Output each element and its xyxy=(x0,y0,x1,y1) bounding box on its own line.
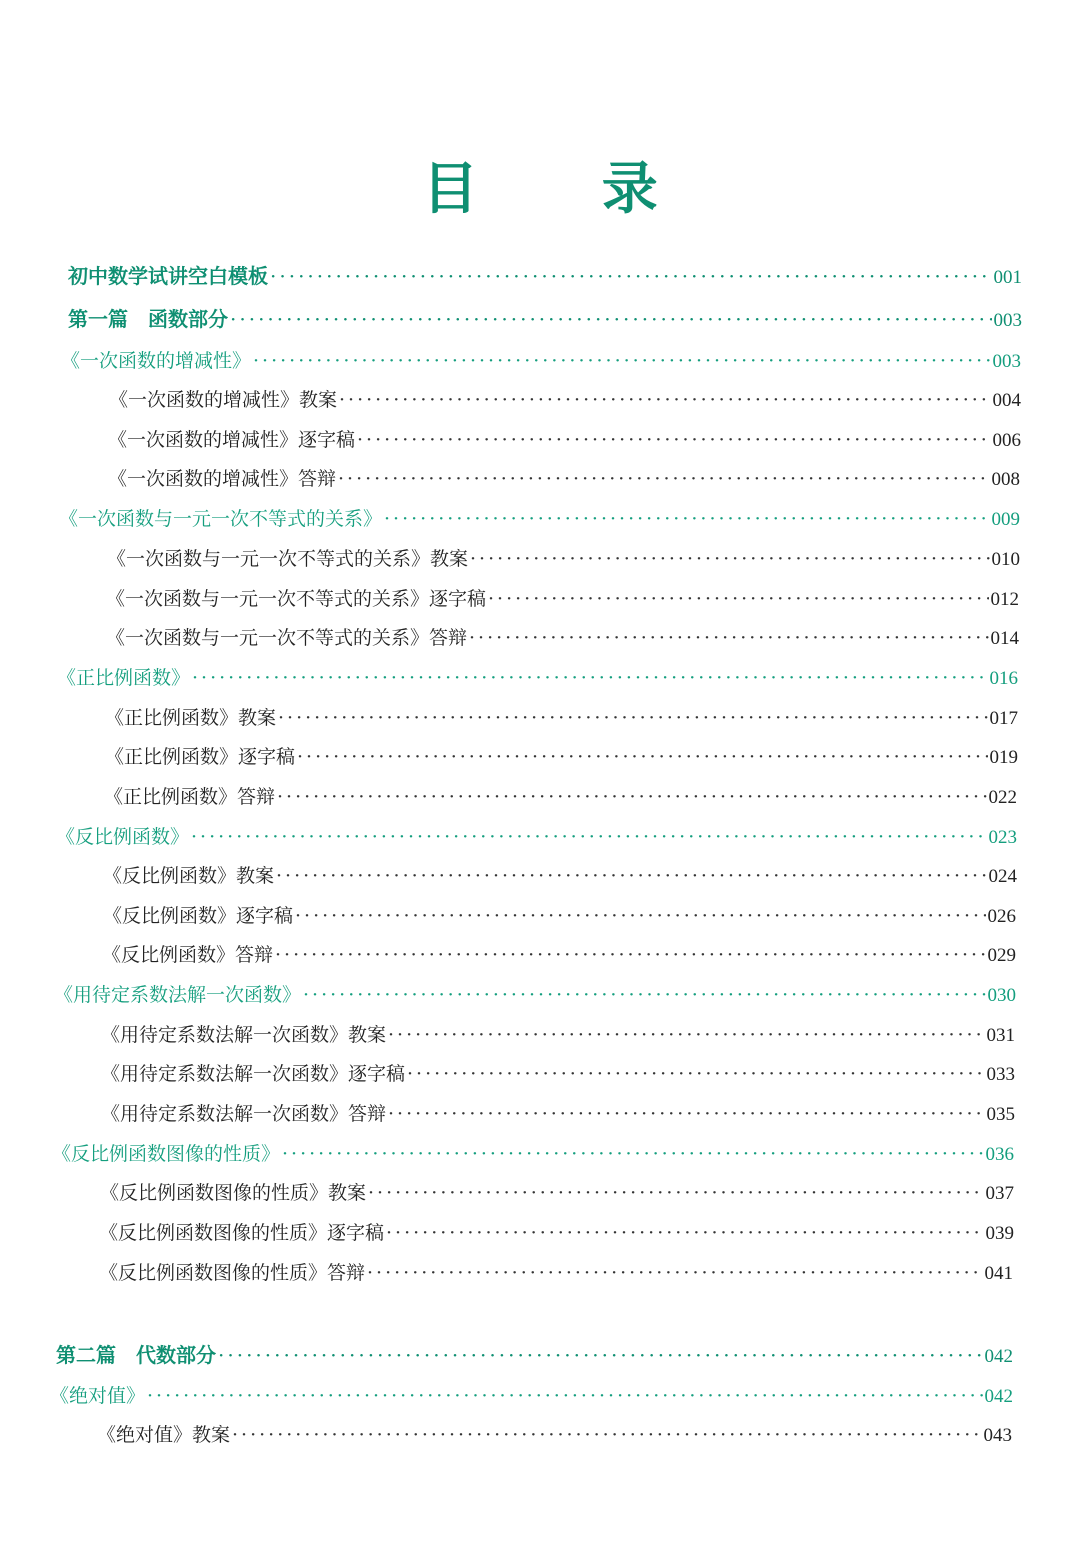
toc-entry-page: 023 xyxy=(988,827,1017,848)
toc-entry-page: 019 xyxy=(989,747,1018,768)
toc-entry[interactable] xyxy=(57,663,1018,695)
toc-entry-page: 042 xyxy=(984,1386,1013,1407)
toc-entry[interactable] xyxy=(101,1020,1015,1052)
toc-entry[interactable] xyxy=(105,703,1018,735)
toc-entry[interactable] xyxy=(108,425,1021,457)
dot-leader xyxy=(218,1343,983,1367)
toc-entry-page: 039 xyxy=(985,1223,1014,1244)
dot-leader xyxy=(282,1143,983,1165)
toc-entry-label: 《正比例函数》教案 xyxy=(105,707,277,729)
toc-entry-label: 《一次函数与一元一次不等式的关系》 xyxy=(59,508,383,530)
toc-entry-label: 初中数学试讲空白模板 xyxy=(68,264,268,288)
toc-entry-page: 037 xyxy=(985,1183,1014,1204)
dot-leader xyxy=(297,746,987,768)
toc-entry-label: 《一次函数的增减性》答辩 xyxy=(108,468,337,490)
toc-entry[interactable] xyxy=(103,901,1016,933)
toc-entry[interactable] xyxy=(106,623,1019,655)
toc-entry-page: 010 xyxy=(991,549,1020,570)
toc-entry-label: 《反比例函数》答辩 xyxy=(102,944,274,966)
toc-entry-label: 《一次函数的增减性》教案 xyxy=(109,389,338,411)
toc-entry-page: 009 xyxy=(991,509,1020,530)
dot-leader xyxy=(278,707,987,729)
toc-entry-label: 《一次函数的增减性》 xyxy=(61,350,252,372)
page-title: 目 录 xyxy=(422,157,710,222)
dot-leader xyxy=(357,429,990,451)
dot-leader xyxy=(230,307,992,331)
toc-entry[interactable] xyxy=(107,544,1020,576)
toc-entry[interactable] xyxy=(68,303,1022,335)
toc-entry[interactable] xyxy=(54,980,1016,1012)
toc-entry-page: 001 xyxy=(993,267,1022,288)
dot-leader xyxy=(384,508,989,530)
toc-entry-page: 012 xyxy=(990,589,1019,610)
toc-entry-label: 《用待定系数法解一次函数》答辩 xyxy=(101,1103,387,1125)
toc-entry-label: 《一次函数的增减性》逐字稿 xyxy=(108,429,356,451)
toc-entry-label: 《用待定系数法解一次函数》 xyxy=(54,984,302,1006)
dot-leader xyxy=(253,350,990,372)
toc-entry-label: 《反比例函数图像的性质》 xyxy=(52,1143,281,1165)
toc-entry-page: 030 xyxy=(987,985,1016,1006)
toc-entry-page: 003 xyxy=(992,351,1021,372)
toc-entry-page: 004 xyxy=(992,390,1021,411)
dot-leader xyxy=(277,786,986,808)
toc-entry-label: 《反比例函数图像的性质》答辩 xyxy=(99,1262,366,1284)
dot-leader xyxy=(407,1063,984,1085)
dot-leader xyxy=(470,548,989,570)
toc-entry-page: 022 xyxy=(988,787,1017,808)
toc-entry-page: 016 xyxy=(989,668,1018,689)
toc-entry-page: 041 xyxy=(984,1263,1013,1284)
toc-entry-label: 《一次函数与一元一次不等式的关系》教案 xyxy=(107,548,469,570)
toc-entry[interactable] xyxy=(100,1178,1014,1210)
toc-entry-label: 《反比例函数图像的性质》教案 xyxy=(100,1182,367,1204)
dot-leader xyxy=(339,389,990,411)
toc-entry-page: 031 xyxy=(986,1025,1015,1046)
dot-leader xyxy=(386,1222,983,1244)
toc-entry[interactable] xyxy=(56,1339,1013,1371)
dot-leader xyxy=(192,667,987,689)
toc-entry-label: 《反比例函数》 xyxy=(56,826,190,848)
toc-entry[interactable] xyxy=(101,1059,1015,1091)
toc-entry-page: 008 xyxy=(991,469,1020,490)
dot-leader xyxy=(147,1385,982,1407)
toc-entry[interactable] xyxy=(56,822,1017,854)
dot-leader xyxy=(303,984,985,1006)
toc-entry[interactable] xyxy=(52,1139,1014,1171)
dot-leader xyxy=(276,865,986,887)
toc-entry-page: 024 xyxy=(988,866,1017,887)
toc-entry[interactable] xyxy=(99,1258,1013,1290)
toc-entry-label: 《绝对值》 xyxy=(50,1385,146,1407)
toc-entry[interactable] xyxy=(108,464,1020,496)
toc-entry-page: 006 xyxy=(992,430,1021,451)
toc-entry[interactable] xyxy=(103,861,1017,893)
toc-entry-label: 《一次函数与一元一次不等式的关系》答辩 xyxy=(106,627,468,649)
toc-entry[interactable] xyxy=(105,742,1018,774)
toc-entry-label: 《正比例函数》逐字稿 xyxy=(105,746,296,768)
toc-entry-page: 043 xyxy=(983,1425,1012,1446)
toc-entry-label: 第一篇 函数部分 xyxy=(68,307,228,331)
toc-entry[interactable] xyxy=(101,1099,1015,1131)
toc-entry-page: 035 xyxy=(986,1104,1015,1125)
toc-entry-page: 014 xyxy=(990,628,1019,649)
toc-entry-label: 《反比例函数》逐字稿 xyxy=(103,905,294,927)
toc-entry-label: 《用待定系数法解一次函数》逐字稿 xyxy=(101,1063,406,1085)
toc-entry[interactable] xyxy=(109,385,1021,417)
toc-entry[interactable] xyxy=(97,1420,1012,1452)
toc-entry[interactable] xyxy=(68,260,1022,292)
toc-entry-page: 033 xyxy=(986,1064,1015,1085)
toc-entry-page: 042 xyxy=(984,1346,1013,1367)
toc-entry-page: 017 xyxy=(989,708,1018,729)
dot-leader xyxy=(367,1262,982,1284)
toc-entry-page: 029 xyxy=(987,945,1016,966)
dot-leader xyxy=(270,264,992,288)
toc-entry-label: 《反比例函数》教案 xyxy=(103,865,275,887)
dot-leader xyxy=(368,1182,983,1204)
toc-entry-label: 《绝对值》教案 xyxy=(97,1424,231,1446)
toc-entry[interactable] xyxy=(59,504,1020,536)
dot-leader xyxy=(275,944,985,966)
toc-entry[interactable] xyxy=(99,1218,1014,1250)
dot-leader xyxy=(388,1103,984,1125)
toc-entry[interactable] xyxy=(61,346,1021,378)
toc-entry[interactable] xyxy=(102,940,1016,972)
toc-entry-label: 《用待定系数法解一次函数》教案 xyxy=(101,1024,387,1046)
toc-entry-page: 026 xyxy=(987,906,1016,927)
toc-entry-label: 第二篇 代数部分 xyxy=(56,1343,216,1367)
dot-leader xyxy=(469,627,988,649)
toc-entry-label: 《正比例函数》答辩 xyxy=(104,786,276,808)
toc-entry[interactable] xyxy=(106,584,1019,616)
dot-leader xyxy=(338,468,989,490)
toc-entry[interactable] xyxy=(50,1381,1013,1413)
toc-entry-label: 《正比例函数》 xyxy=(57,667,191,689)
dot-leader xyxy=(488,588,988,610)
dot-leader xyxy=(191,826,986,848)
toc-entry-label: 《一次函数与一元一次不等式的关系》逐字稿 xyxy=(106,588,487,610)
toc-entry-label: 《反比例函数图像的性质》逐字稿 xyxy=(99,1222,385,1244)
dot-leader xyxy=(232,1424,981,1446)
toc-entry[interactable] xyxy=(104,782,1017,814)
dot-leader xyxy=(295,905,985,927)
toc-entry-page: 003 xyxy=(993,310,1022,331)
toc-entry-page: 036 xyxy=(985,1144,1014,1165)
dot-leader xyxy=(388,1024,984,1046)
